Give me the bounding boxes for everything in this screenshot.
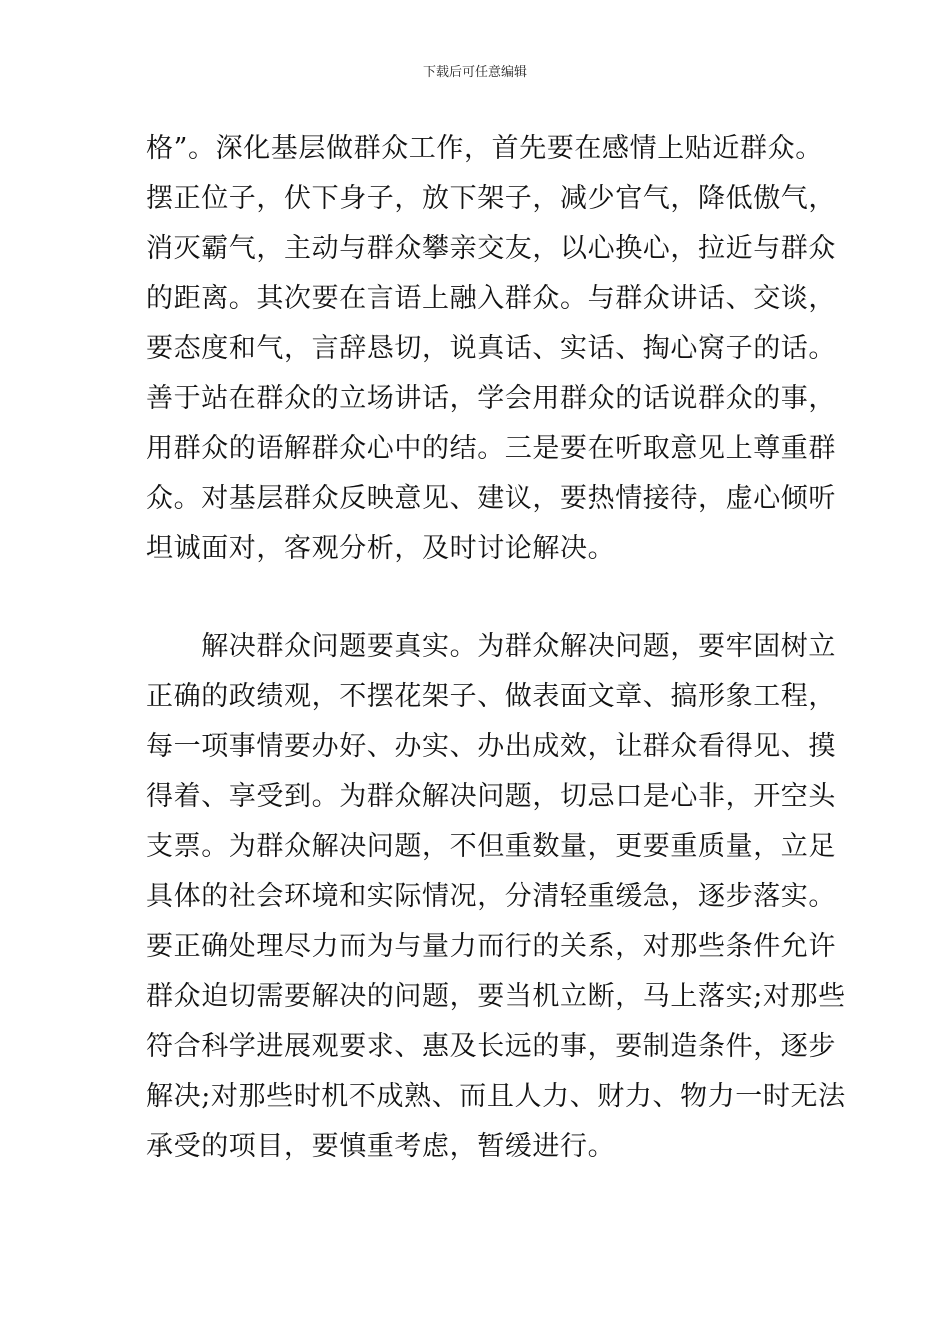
text-line: 消灭霸气，主动与群众攀亲交友，以心换心，拉近与群众 [146,233,836,264]
text-line: 得着、享受到。为群众解决问题，切忌口是心非，开空头 [146,781,836,812]
text-line: 具体的社会环境和实际情况，分清轻重缓急，逐步落实。 [146,881,836,912]
paragraph-1 [146,124,836,574]
text-line: 格”。深化基层做群众工作，首先要在感情上贴近群众。 [146,133,823,164]
text-line: 要态度和气，言辞恳切，说真话、实话、掏心窝子的话。 [146,333,836,364]
text-line: 解决群众问题要真实。为群众解决问题，要牢固树立 [146,631,836,662]
text-line: 符合科学进展观要求、惠及长远的事，要制造条件，逐步 [146,1031,836,1062]
text-line: 群众迫切需要解决的问题，要当机立断，马上落实;对那些 [146,981,846,1012]
text-line: 善于站在群众的立场讲话，学会用群众的话说群众的事， [146,383,836,414]
text-line: 正确的政绩观，不摆花架子、做表面文章、搞形象工程， [146,681,836,712]
text-line: 摆正位子，伏下身子，放下架子，减少官气，降低傲气， [146,183,836,214]
text-line: 解决;对那些时机不成熟、而且人力、财力、物力一时无法 [146,1081,846,1112]
text-line: 每一项事情要办好、办实、办出成效，让群众看得见、摸 [146,731,836,762]
text-line: 的距离。其次要在言语上融入群众。与群众讲话、交谈， [146,283,836,314]
paragraph-2 [146,622,846,1172]
text-line: 承受的项目，要慎重考虑，暂缓进行。 [146,1131,616,1162]
text-line: 要正确处理尽力而为与量力而行的关系，对那些条件允许 [146,931,836,962]
text-line: 支票。为群众解决问题，不但重数量，更要重质量，立足 [146,831,836,862]
text-line: 众。对基层群众反映意见、建议，要热情接待，虚心倾听 [146,483,836,514]
text-line: 坦诚面对，客观分析，及时讨论解决。 [146,533,616,564]
text-line: 用群众的语解群众心中的结。三是要在听取意见上尊重群 [146,433,836,464]
page-header: 下载后可任意编辑 [422,65,527,80]
